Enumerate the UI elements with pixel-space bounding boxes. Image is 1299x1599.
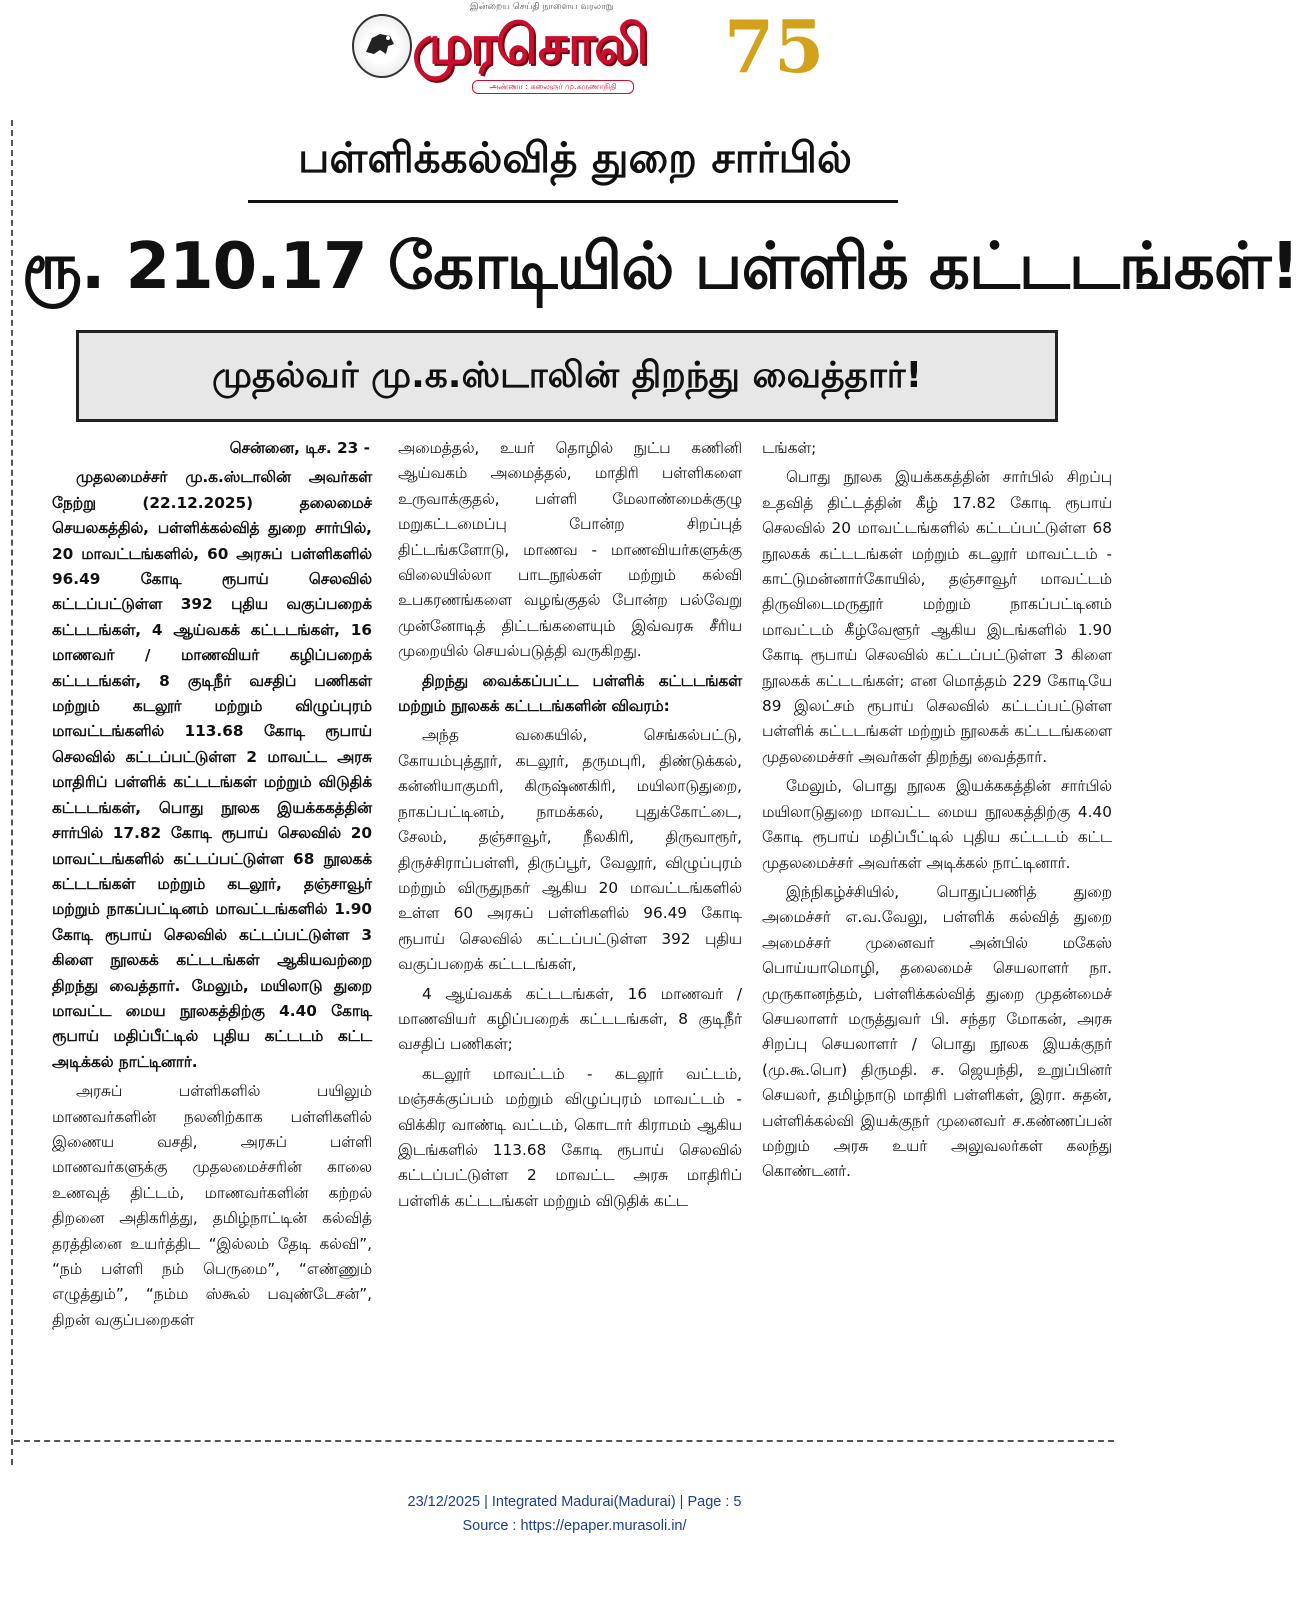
kicker-divider [248,200,898,203]
dateline: சென்னை, டிச. 23 - [229,439,370,457]
subhead-box [76,330,1058,422]
article-column-2 [398,436,742,1218]
lead-paragraph: முதலமைச்சர் மு.க.ஸ்டாலின் அவர்கள் நேற்று (22.12.2025) தலைமைச் செயலகத்தில், பள்ளிக்கல்வித் துறை சார்பில், 20 மாவட்டங்களில், 60 அரசுப் பள்ளிகளில் 96.49 கோடி ரூபாய் செலவில் கட்டப்பட்டுள்ள 392 புதிய வகுப்பறைக் கட்டடங்கள், 4 ஆய்வகக் கட்டடங்கள், 16 மாணவர் / மாணவியர் கழிப்பறைக் கட்டடங்கள், 8 குடிநீர் வசதிப் பணிகள் மற்றும் கடலூர் மற்றும் விழுப்புரம் மாவட்டங்களில் 113.68 கோடி ரூபாய் செலவில் கட்டப்பட்டுள்ள 2 மாவட்ட அரசு மாதிரிப் பள்ளிக் கட்டடங்கள் மற்றும் விடுதிக் கட்டடங்கள், பொது நூலக இயக்ககத்தின் சார்பில் 17.82 கோடி ரூபாய் செலவில் 20 மாவட்டங்களில் கட்டப்பட்டுள்ள 68 நூலகக் கட்டடங்கள் மற்றும் கடலூர், தஞ்சாவூர் மற்றும் நாகப்பட்டினம் மாவட்டங்களில் 1.90 கோடி ரூபாய் செலவில் கட்டப்பட்டுள்ள 3 கிளை நூலகக் கட்டடங்கள் ஆகியவற்றை திறந்து வைத்தார். மேலும், மயிலாடு துறை மாவட்ட மைய நூலகத்திற்கு 4.40 கோடி ரூபாய் மதிப்பீட்டில் புதிய கட்டடம் கட்ட அடிக்கல் நாட்டினார். [52,468,372,1071]
body-paragraph: அமைத்தல், உயர் தொழில் நுட்ப கணினி ஆய்வகம் அமைத்தல், மாதிரி பள்ளிகளை உருவாக்குதல், பள்ளி மேலாண்மைக்குழு மறுகட்டமைப்பு போன்ற சிறப்புத் திட்டங்களோடு, மாணவ - மாணவியர்களுக்கு விலையில்லா பாடநூல்கள் மற்றும் கல்வி உபகரணங்களை வழங்குதல் போன்ற பல்வேறு முன்னோடித் திட்டங்களையும் இவ்வரசு சீரிய முறையில் செயல்படுத்தி வருகிறது. [398,439,742,661]
article-subhead: முதல்வர் மு.க.ஸ்டாலின் திறந்து வைத்தார்! [212,355,922,396]
party-emblem-icon [352,14,412,78]
left-cut-line [11,120,13,1465]
body-paragraph: அந்த வகையில், செங்கல்பட்டு, கோயம்புத்தூர், கடலூர், தருமபுரி, திண்டுக்கல், கன்னியாகுமரி, கிருஷ்ணகிரி, மயிலாடுதுறை, நாகப்பட்டினம், நாமக்கல், புதுக்கோட்டை, சேலம், தஞ்சாவூர், நீலகிரி, திருவாரூர், திருச்சிராப்பள்ளி, திருப்பூர், வேலூர், விழுப்புரம் மற்றும் விருதுநகர் ஆகிய 20 மாவட்டங்களில் உள்ள 60 அரசுப் பள்ளிகளில் 96.49 கோடி ரூபாய் செலவில் கட்டப்பட்டுள்ள 392 புதிய வகுப்பறைக் கட்டடங்கள், [398,726,742,974]
section-subhead: திறந்து வைக்கப்பட்ட பள்ளிக் கட்டடங்கள் மற்றும் நூலகக் கட்டடங்களின் விவரம்: [398,671,742,716]
masthead-tagline: இன்றைய செய்தி நாளைய வரலாறு [470,2,614,12]
article-headline: ரூ. 210.17 கோடியில் பள்ளிக் கட்டடங்கள்! [22,230,1299,304]
body-paragraph: பொது நூலக இயக்ககத்தின் சார்பில் சிறப்பு உதவித் திட்டத்தின் கீழ் 17.82 கோடி ரூபாய் செலவில் 20 மாவட்டங்களில் கட்டப்பட்டுள்ள 68 நூலகக் கட்டடங்கள் மற்றும் கடலூர் மாவட்டம் - காட்டுமன்னார்கோயில், தஞ்சாவூர் மாவட்டம் திருவிடைமருதூர் மற்றும் நாகப்பட்டினம் மாவட்டம் கீழ்வேளூர் ஆகிய இடங்களில் 1.90 கோடி ரூபாய் செலவில் கட்டப்பட்டுள்ள 3 கிளை நூலகக் கட்டடங்கள்; என மொத்தம் 229 கோடியே 89 இலட்சம் ரூபாய் செலவில் கட்டப்பட்டுள்ள பள்ளிக் கட்டடங்கள் மற்றும் நூலகக் கட்டடங்களை முதலமைச்சர் அவர்கள் திறந்து வைத்தார். [762,468,1112,766]
source-link[interactable]: Source : https://epaper.murasoli.in/ [462,1518,687,1534]
edition-info: 23/12/2025 | Integrated Madurai(Madurai) | Page : 5 [407,1494,742,1510]
body-paragraph: மேலும், பொது நூலக இயக்ககத்தின் சார்பில் மயிலாடுதுறை மாவட்ட மைய நூலகத்திற்கு 4.40 கோடி ரூபாய் மதிப்பீட்டில் புதிய கட்டடம் கட்ட முதலமைச்சர் அவர்கள் அடிக்கல் நாட்டினார். [762,777,1112,872]
bottom-cut-line [14,1440,1114,1442]
body-paragraph: அரசுப் பள்ளிகளில் பயிலும் மாணவர்களின் நலனிற்காக பள்ளிகளில் இணைய வசதி, அரசுப் பள்ளி மாணவர்களுக்கு முதலமைச்சரின் காலை உணவுத் திட்டம், மாணவர்களின் கற்றல் திறனை அதிகரித்து, தமிழ்நாட்டின் கல்வித் தரத்தினை உயர்த்திட “இல்லம் தேடி கல்வி”, “நம் பள்ளி நம் பெருமை”, “எண்ணும் எழுத்தும்”, “நம்ம ஸ்கூல் பவுண்டேசன்”, திறன் வகுப்பறைகள் [52,1082,372,1329]
article-column-3 [762,436,1112,1189]
newspaper-logo: முரசொலி [412,13,647,76]
body-paragraph: டங்கள்; [762,439,817,457]
article-kicker: பள்ளிக்கல்வித் துறை சார்பில் [298,133,852,182]
body-paragraph: கடலூர் மாவட்டம் - கடலூர் வட்டம், மஞ்சக்குப்பம் மற்றும் விழுப்புரம் மாவட்டம் - விக்கிர வாண்டி வட்டம், கொடார் கிராமம் ஆகிய இடங்களில் 113.68 கோடி ரூபாய் செலவில் கட்டப்பட்டுள்ள 2 மாவட்ட அரசு மாதிரிப் பள்ளிக் கட்டடங்கள் மற்றும் விடுதிக் கட்ட [398,1064,742,1210]
masthead [0,0,1149,110]
article-column-1 [52,436,372,1337]
anniversary-75-logo [694,4,825,98]
anniversary-number: 75 [724,4,825,89]
body-paragraph: 4 ஆய்வகக் கட்டடங்கள், 16 மாணவர் / மாணவியர் கழிப்பறைக் கட்டடங்கள், 8 குடிநீர் வசதிப் பணிகள்; [398,984,742,1054]
body-paragraph: இந்நிகழ்ச்சியில், பொதுப்பணித் துறை அமைச்சர் எ.வ.வேலு, பள்ளிக் கல்வித் துறை அமைச்சர் முனைவர் அன்பில் மகேஸ் பொய்யாமொழி, தலைமைச் செயலாளர் நா. முருகானந்தம், பள்ளிக்கல்வித் துறை முதன்மைச் செயலாளர் மருத்துவர் பி. சந்தர மோகன், அரசு சிறப்பு செயலாளர் / பொது நூலக இயக்குநர் (மு.கூ.பொ) திருமதி. ச. ஜெயந்தி, உறுப்பினர் செயலர், தமிழ்நாடு மாதிரி பள்ளிகள், இரா. சுதன், பள்ளிக்கல்வி இயக்குநர் முனைவர் ச.கண்ணப்பன் மற்றும் அரசு உயர் அலுவலர்கள் கலந்து கொண்டனர். [762,882,1112,1181]
logo-subline: அண்ணா : கலைஞர் மு.கருணாநிதி [472,80,634,94]
